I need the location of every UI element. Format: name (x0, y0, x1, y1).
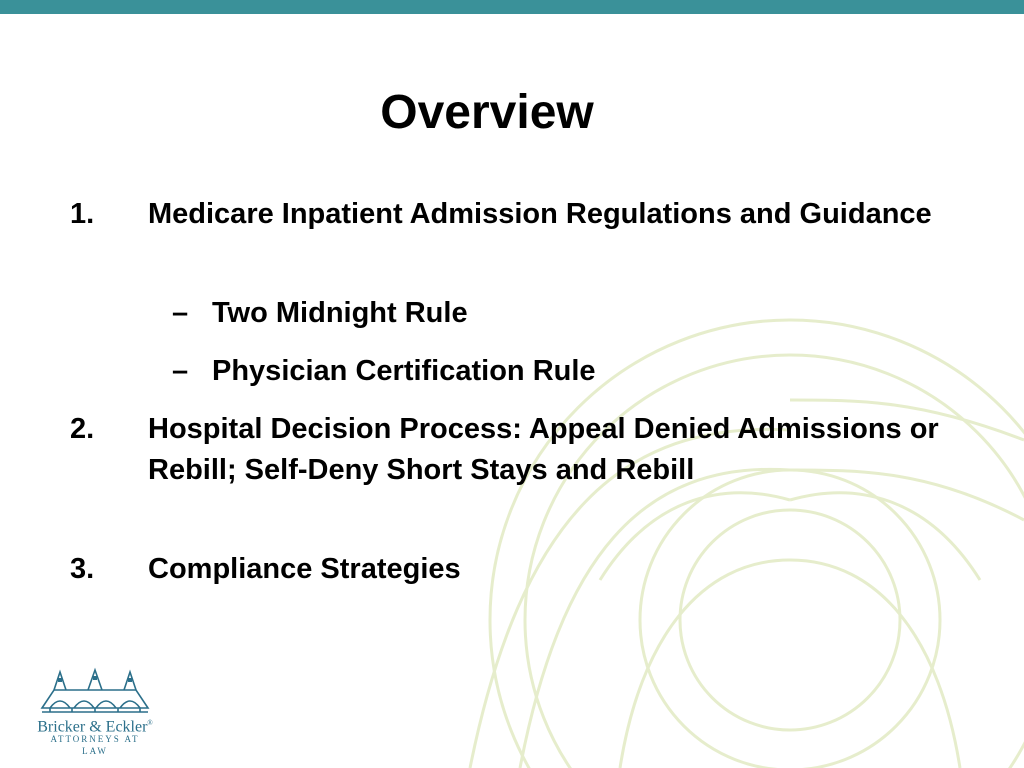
subitem-two-midnight-rule: Two Midnight Rule (212, 297, 468, 329)
logo-firm-name-text: Bricker & Eckler (37, 718, 148, 736)
item-1-text: Medicare Inpatient Admission Regulations and Guidance (148, 198, 932, 230)
registered-mark: ® (147, 719, 153, 727)
item-2-text: Hospital Decision Process: Appeal Denied Admissions or Rebill; Self-Deny Short Stays and Rebill (148, 413, 939, 486)
item-3-text: Compliance Strategies (148, 553, 461, 585)
slide-title: Overview (380, 86, 594, 139)
subitem-2-bullet: – (172, 355, 189, 387)
subitem-1-bullet: – (172, 297, 189, 329)
logo-tagline: ATTORNEYS AT LAW (50, 734, 140, 756)
item-2-number: 2. (70, 413, 95, 445)
subitem-physician-certification-rule: Physician Certification Rule (212, 355, 596, 387)
item-3-number: 3. (70, 553, 95, 585)
item-1-number: 1. (70, 198, 95, 230)
